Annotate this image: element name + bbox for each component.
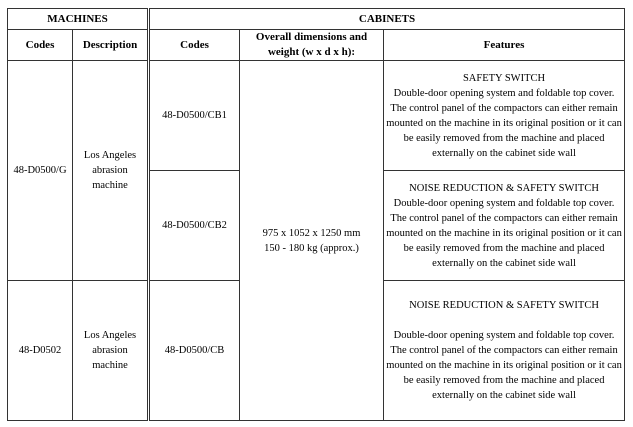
product-spec-table-wrapper <box>7 8 625 421</box>
feature-text: Double-door opening system and foldable top cover. The control panel of the compactors can either remain mounted on the machine in its original position or it can be easily removed from the machine and placed externally on the cabinet side wall <box>386 330 622 401</box>
group-header-row <box>8 9 625 30</box>
features-cell <box>384 281 625 421</box>
dimensions-weight: 150 - 180 kg (approx.) <box>264 242 359 254</box>
machine-description-cell: Los Angeles abrasion machine <box>73 61 149 281</box>
table-row <box>8 61 625 171</box>
features-cell <box>384 61 625 171</box>
cabinet-codes-header: Codes <box>149 30 240 61</box>
cabinet-code-cell: 48-D0500/CB2 <box>149 171 240 281</box>
machine-codes-header: Codes <box>8 30 73 61</box>
feature-text: Double-door opening system and foldable top cover. The control panel of the compactors can either remain mounted on the machine in its original position or it can be easily removed from the machine and placed externally on the cabinet side wall <box>386 87 622 159</box>
features-header: Features <box>384 30 625 61</box>
features-cell <box>384 171 625 281</box>
product-spec-table <box>7 8 625 421</box>
machine-code-cell: 48-D0500/G <box>8 61 73 281</box>
dimensions-size: 975 x 1052 x 1250 mm <box>262 227 361 239</box>
feature-text: Double-door opening system and foldable top cover. The control panel of the compactors can either remain mounted on the machine in its original position or it can be easily removed from the machine and placed externally on the cabinet side wall <box>386 197 622 269</box>
cabinet-code-cell: 48-D0500/CB1 <box>149 61 240 171</box>
feature-title: NOISE REDUCTION & SAFETY SWITCH <box>409 182 599 194</box>
cabinets-header: CABINETS <box>149 9 625 30</box>
column-header-row <box>8 30 625 61</box>
machine-description-cell: Los Angeles abrasion machine <box>73 281 149 421</box>
machine-code-cell: 48-D0502 <box>8 281 73 421</box>
dimensions-header: Overall dimensions and weight (w x d x h): <box>240 30 384 61</box>
feature-spacer <box>386 313 622 328</box>
cabinet-code-cell: 48-D0500/CB <box>149 281 240 421</box>
description-header: Description <box>73 30 149 61</box>
dimensions-cell <box>240 61 384 421</box>
feature-title: SAFETY SWITCH <box>462 72 546 84</box>
feature-title: NOISE REDUCTION & SAFETY SWITCH <box>409 300 599 311</box>
machines-header: MACHINES <box>8 9 149 30</box>
